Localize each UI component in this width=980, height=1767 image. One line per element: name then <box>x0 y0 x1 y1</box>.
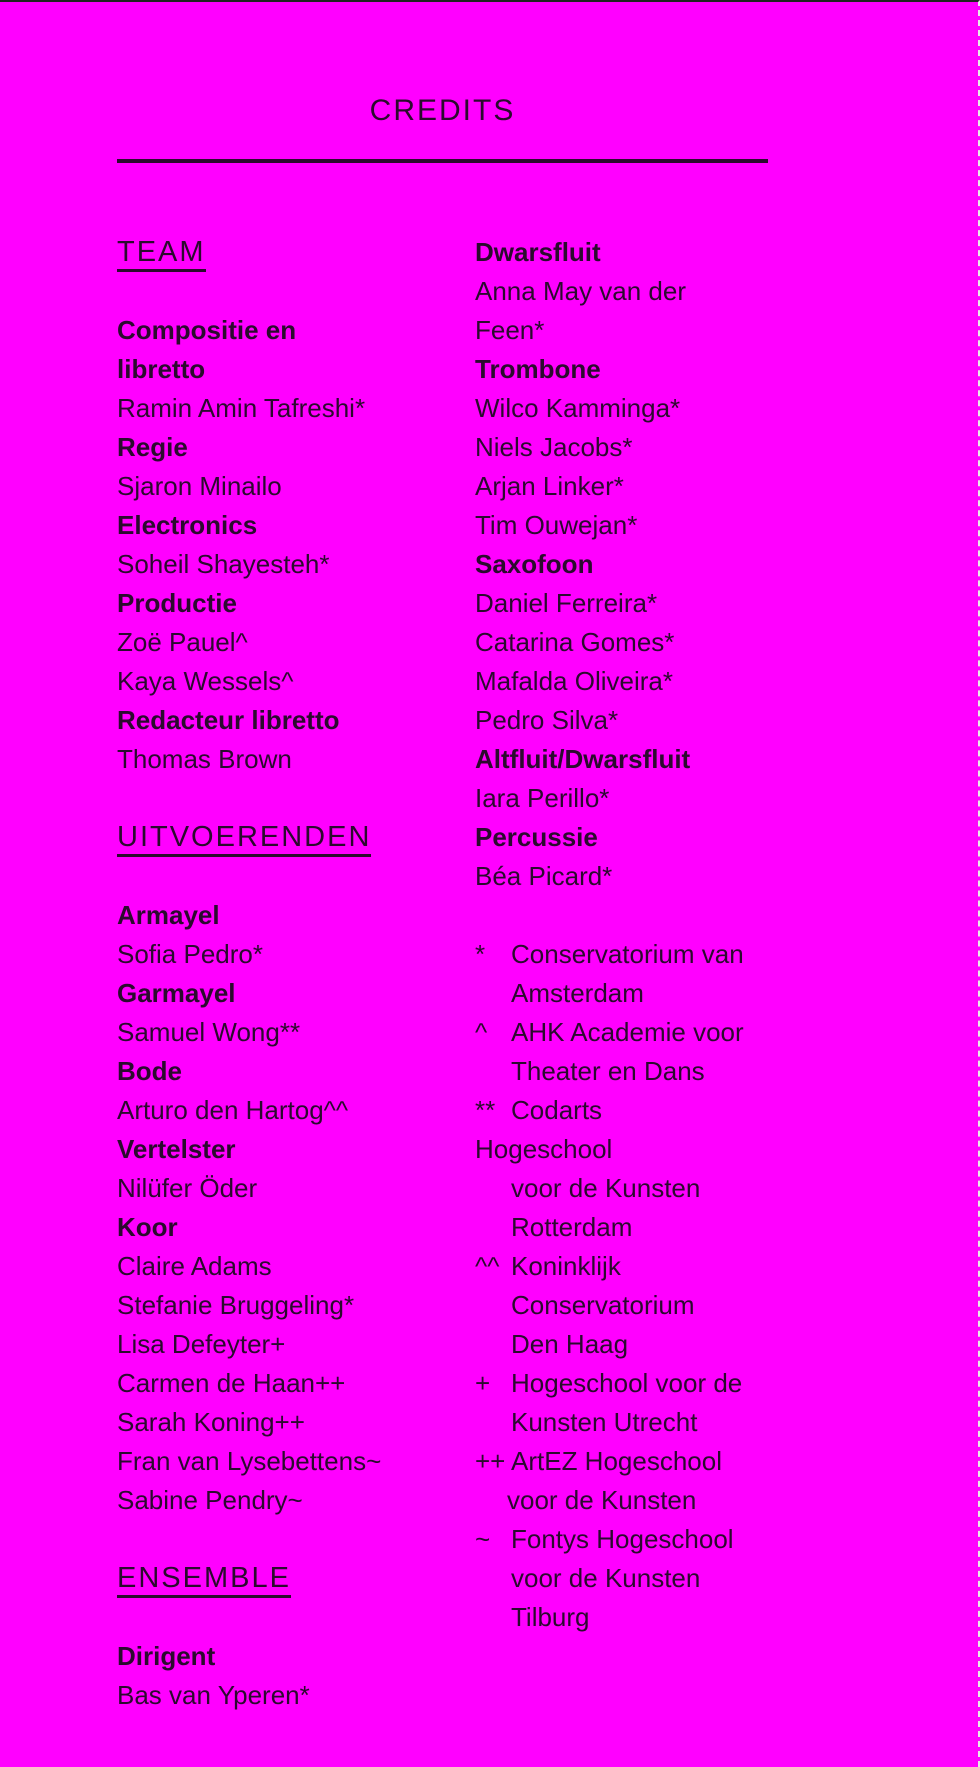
person-name: Arturo den Hartog^^ <box>117 1095 349 1125</box>
legend-item <box>475 1520 795 1559</box>
legend-item <box>475 1442 795 1481</box>
legend-text: Tilburg <box>511 1602 590 1632</box>
page-title: CREDITS <box>369 94 516 127</box>
person-name: Arjan Linker* <box>475 471 624 501</box>
role-label: Garmayel <box>117 978 236 1008</box>
person-name: Sofia Pedro* <box>117 939 263 969</box>
role-label: Redacteur libretto <box>117 705 340 735</box>
section-heading-performers: UITVOERENDEN <box>117 821 371 857</box>
person-name: Fran van Lysebettens~ <box>117 1446 382 1476</box>
left-column <box>117 233 457 1715</box>
role-label: Saxofoon <box>475 549 594 579</box>
legend-text: Den Haag <box>511 1329 629 1359</box>
role-label: Dwarsfluit <box>475 237 601 267</box>
legend-symbol: + <box>475 1368 491 1398</box>
person-name: Stefanie Bruggeling* <box>117 1290 355 1320</box>
person-name: Carmen de Haan++ <box>117 1368 346 1398</box>
person-name: Feen* <box>475 315 545 345</box>
role-label: Vertelster <box>117 1134 236 1164</box>
person-name: Béa Picard* <box>475 861 613 891</box>
legend-text: Fontys Hogeschool <box>511 1524 734 1554</box>
legend-text: Koninklijk <box>511 1251 621 1281</box>
legend-symbol: * <box>475 939 486 969</box>
person-name: Tim Ouwejan* <box>475 510 638 540</box>
person-name: Nilüfer Öder <box>117 1173 258 1203</box>
legend-text: voor de Kunsten <box>511 1173 701 1203</box>
legend-text: voor de Kunsten <box>511 1563 701 1593</box>
legend-text: Hogeschool voor de <box>511 1368 743 1398</box>
role-label: Trombone <box>475 354 601 384</box>
section-heading-team: TEAM <box>117 236 206 272</box>
role-label: Regie <box>117 432 188 462</box>
role-label: Percussie <box>475 822 598 852</box>
role-label: Productie <box>117 588 237 618</box>
legend-symbol: ** <box>475 1095 496 1125</box>
right-column <box>475 233 795 1637</box>
person-name: Sabine Pendry~ <box>117 1485 303 1515</box>
person-name: Ramin Amin Tafreshi* <box>117 393 366 423</box>
legend-symbol: ~ <box>475 1524 491 1554</box>
person-name: Catarina Gomes* <box>475 627 675 657</box>
title-divider <box>117 159 768 163</box>
person-name: Niels Jacobs* <box>475 432 633 462</box>
role-label: Altfluit/Dwarsfluit <box>475 744 691 774</box>
role-label: libretto <box>117 354 206 384</box>
legend-item <box>475 935 795 974</box>
person-name: Bas van Yperen* <box>117 1680 310 1710</box>
legend-text: Theater en Dans <box>511 1056 705 1086</box>
person-name: Sjaron Minailo <box>117 471 282 501</box>
legend-symbol: ^^ <box>475 1251 500 1281</box>
person-name: Sarah Koning++ <box>117 1407 305 1437</box>
legend-item <box>475 1247 795 1286</box>
role-label: Compositie en <box>117 315 297 345</box>
legend-item <box>475 1013 795 1052</box>
legend-text: Kunsten Utrecht <box>511 1407 698 1437</box>
person-name: Daniel Ferreira* <box>475 588 658 618</box>
legend-text: voor de Kunsten <box>507 1485 697 1515</box>
person-name: Samuel Wong** <box>117 1017 301 1047</box>
person-name: Iara Perillo* <box>475 783 610 813</box>
person-name: Kaya Wessels^ <box>117 666 294 696</box>
role-label: Bode <box>117 1056 182 1086</box>
role-label: Dirigent <box>117 1641 216 1671</box>
person-name: Zoë Pauel^ <box>117 627 248 657</box>
person-name: Claire Adams <box>117 1251 272 1281</box>
person-name: Thomas Brown <box>117 744 292 774</box>
role-label: Electronics <box>117 510 258 540</box>
person-name: Soheil Shayesteh* <box>117 549 330 579</box>
person-name: Pedro Silva* <box>475 705 619 735</box>
legend-symbol: ^ <box>475 1017 488 1047</box>
person-name: Lisa Defeyter+ <box>117 1329 286 1359</box>
section-heading-ensemble: ENSEMBLE <box>117 1562 291 1598</box>
legend-text: ArtEZ Hogeschool <box>511 1446 722 1476</box>
person-name: Mafalda Oliveira* <box>475 666 673 696</box>
role-label: Armayel <box>117 900 220 930</box>
legend-text: Rotterdam <box>511 1212 633 1242</box>
legend-text: Amsterdam <box>511 978 644 1008</box>
legend-item <box>475 1364 795 1403</box>
legend-text: AHK Academie voor <box>511 1017 744 1047</box>
legend-symbol: ++ <box>475 1446 506 1476</box>
legend-text: Conservatorium <box>511 1290 695 1320</box>
person-name: Anna May van der <box>475 276 687 306</box>
legend-text: Hogeschool <box>475 1134 613 1164</box>
legend-text: Codarts <box>511 1095 603 1125</box>
person-name: Wilco Kamminga* <box>475 393 681 423</box>
legend-text: Conservatorium van <box>511 939 744 969</box>
legend-item <box>475 1091 795 1130</box>
role-label: Koor <box>117 1212 178 1242</box>
